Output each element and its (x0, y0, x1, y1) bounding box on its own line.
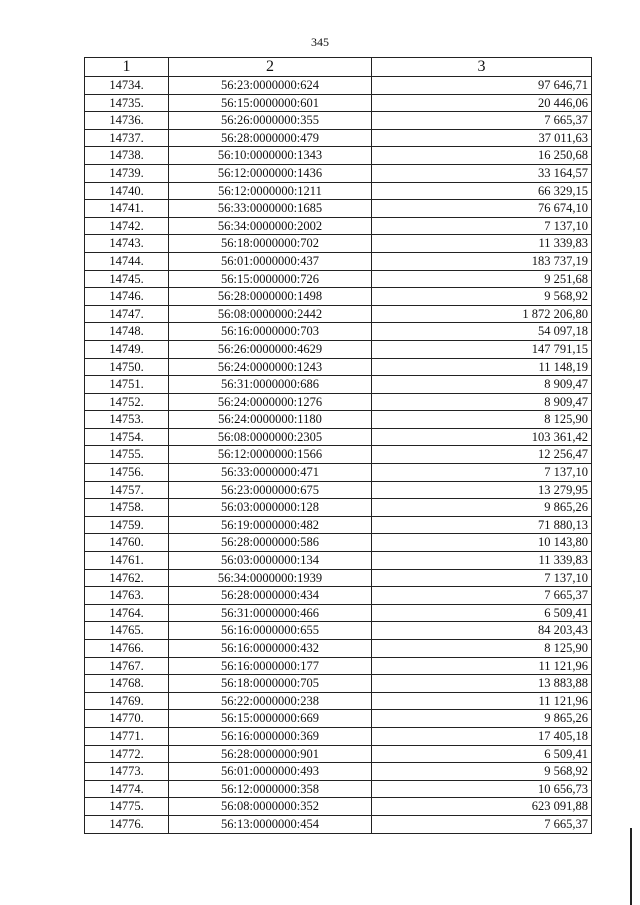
row-number-cell: 14737. (85, 129, 169, 147)
value-cell: 17 405,18 (372, 727, 592, 745)
value-cell: 8 125,90 (372, 640, 592, 658)
row-number-cell: 14774. (85, 780, 169, 798)
value-cell: 20 446,06 (372, 94, 592, 112)
value-cell: 76 674,10 (372, 200, 592, 218)
cadastral-number-cell: 56:15:0000000:601 (169, 94, 372, 112)
value-cell: 9 251,68 (372, 270, 592, 288)
row-number-cell: 14768. (85, 675, 169, 693)
cadastral-number-cell: 56:10:0000000:1343 (169, 147, 372, 165)
table-body (85, 77, 592, 834)
cadastral-number-cell: 56:24:0000000:1243 (169, 358, 372, 376)
cadastral-number-cell: 56:03:0000000:128 (169, 499, 372, 517)
value-cell: 9 865,26 (372, 499, 592, 517)
table-row (85, 464, 592, 482)
row-number-cell: 14757. (85, 481, 169, 499)
cadastral-number-cell: 56:31:0000000:686 (169, 376, 372, 394)
cadastral-number-cell: 56:28:0000000:479 (169, 129, 372, 147)
table-row (85, 657, 592, 675)
row-number-cell: 14741. (85, 200, 169, 218)
table-row (85, 446, 592, 464)
cadastral-number-cell: 56:15:0000000:669 (169, 710, 372, 728)
row-number-cell: 14738. (85, 147, 169, 165)
value-cell: 11 121,96 (372, 692, 592, 710)
value-cell: 9 865,26 (372, 710, 592, 728)
value-cell: 84 203,43 (372, 622, 592, 640)
row-number-cell: 14736. (85, 112, 169, 130)
table-row (85, 77, 592, 95)
cadastral-number-cell: 56:33:0000000:1685 (169, 200, 372, 218)
value-cell: 7 137,10 (372, 569, 592, 587)
value-cell: 6 509,41 (372, 745, 592, 763)
value-cell: 13 883,88 (372, 675, 592, 693)
table-row (85, 499, 592, 517)
table-row (85, 552, 592, 570)
value-cell: 11 339,83 (372, 235, 592, 253)
cadastral-number-cell: 56:16:0000000:432 (169, 640, 372, 658)
value-cell: 8 909,47 (372, 393, 592, 411)
table-row (85, 94, 592, 112)
cadastral-number-cell: 56:26:0000000:355 (169, 112, 372, 130)
value-cell: 16 250,68 (372, 147, 592, 165)
cadastral-number-cell: 56:01:0000000:437 (169, 252, 372, 270)
value-cell: 10 656,73 (372, 780, 592, 798)
table-row (85, 112, 592, 130)
table-row (85, 147, 592, 165)
row-number-cell: 14742. (85, 217, 169, 235)
value-cell: 71 880,13 (372, 516, 592, 534)
cadastral-number-cell: 56:34:0000000:2002 (169, 217, 372, 235)
value-cell: 7 137,10 (372, 464, 592, 482)
cadastral-number-cell: 56:28:0000000:434 (169, 587, 372, 605)
value-cell: 97 646,71 (372, 77, 592, 95)
value-cell: 9 568,92 (372, 763, 592, 781)
table-row (85, 200, 592, 218)
cadastral-number-cell: 56:31:0000000:466 (169, 604, 372, 622)
cadastral-number-cell: 56:18:0000000:705 (169, 675, 372, 693)
table-row (85, 393, 592, 411)
table-row (85, 815, 592, 833)
table-row (85, 164, 592, 182)
value-cell: 7 137,10 (372, 217, 592, 235)
row-number-cell: 14767. (85, 657, 169, 675)
cadastral-number-cell: 56:16:0000000:177 (169, 657, 372, 675)
value-cell: 11 121,96 (372, 657, 592, 675)
column-header-3: 3 (372, 58, 592, 77)
row-number-cell: 14752. (85, 393, 169, 411)
cadastral-number-cell: 56:28:0000000:586 (169, 534, 372, 552)
value-cell: 1 872 206,80 (372, 305, 592, 323)
cadastral-number-cell: 56:08:0000000:2442 (169, 305, 372, 323)
cadastral-number-cell: 56:34:0000000:1939 (169, 569, 372, 587)
value-cell: 8 125,90 (372, 411, 592, 429)
table-row (85, 323, 592, 341)
value-cell: 7 665,37 (372, 815, 592, 833)
table-header-row (85, 58, 592, 77)
cadastral-number-cell: 56:28:0000000:901 (169, 745, 372, 763)
row-number-cell: 14770. (85, 710, 169, 728)
data-table (84, 57, 592, 834)
value-cell: 8 909,47 (372, 376, 592, 394)
table-row (85, 182, 592, 200)
row-number-cell: 14747. (85, 305, 169, 323)
cadastral-number-cell: 56:24:0000000:1276 (169, 393, 372, 411)
cadastral-number-cell: 56:26:0000000:4629 (169, 340, 372, 358)
cadastral-number-cell: 56:03:0000000:134 (169, 552, 372, 570)
margin-rule (630, 828, 632, 905)
table-row (85, 428, 592, 446)
row-number-cell: 14762. (85, 569, 169, 587)
cadastral-number-cell: 56:33:0000000:471 (169, 464, 372, 482)
table-row (85, 340, 592, 358)
cadastral-number-cell: 56:16:0000000:655 (169, 622, 372, 640)
cadastral-number-cell: 56:18:0000000:702 (169, 235, 372, 253)
table-row (85, 763, 592, 781)
table-row (85, 252, 592, 270)
row-number-cell: 14766. (85, 640, 169, 658)
value-cell: 623 091,88 (372, 798, 592, 816)
table-row (85, 129, 592, 147)
value-cell: 13 279,95 (372, 481, 592, 499)
cadastral-number-cell: 56:12:0000000:358 (169, 780, 372, 798)
cadastral-number-cell: 56:16:0000000:369 (169, 727, 372, 745)
cadastral-number-cell: 56:16:0000000:703 (169, 323, 372, 341)
cadastral-number-cell: 56:12:0000000:1436 (169, 164, 372, 182)
table-row (85, 305, 592, 323)
row-number-cell: 14776. (85, 815, 169, 833)
table-row (85, 745, 592, 763)
table-row (85, 270, 592, 288)
row-number-cell: 14756. (85, 464, 169, 482)
table-row (85, 235, 592, 253)
value-cell: 7 665,37 (372, 587, 592, 605)
value-cell: 37 011,63 (372, 129, 592, 147)
row-number-cell: 14739. (85, 164, 169, 182)
value-cell: 147 791,15 (372, 340, 592, 358)
table-row (85, 710, 592, 728)
table-row (85, 692, 592, 710)
value-cell: 11 339,83 (372, 552, 592, 570)
cadastral-number-cell: 56:13:0000000:454 (169, 815, 372, 833)
value-cell: 7 665,37 (372, 112, 592, 130)
cadastral-number-cell: 56:24:0000000:1180 (169, 411, 372, 429)
value-cell: 33 164,57 (372, 164, 592, 182)
table-row (85, 640, 592, 658)
row-number-cell: 14769. (85, 692, 169, 710)
value-cell: 6 509,41 (372, 604, 592, 622)
row-number-cell: 14772. (85, 745, 169, 763)
cadastral-number-cell: 56:08:0000000:2305 (169, 428, 372, 446)
row-number-cell: 14775. (85, 798, 169, 816)
cadastral-number-cell: 56:08:0000000:352 (169, 798, 372, 816)
cadastral-number-cell: 56:01:0000000:493 (169, 763, 372, 781)
row-number-cell: 14751. (85, 376, 169, 394)
table-row (85, 727, 592, 745)
value-cell: 11 148,19 (372, 358, 592, 376)
value-cell: 103 361,42 (372, 428, 592, 446)
row-number-cell: 14749. (85, 340, 169, 358)
value-cell: 183 737,19 (372, 252, 592, 270)
table-row (85, 516, 592, 534)
cadastral-number-cell: 56:28:0000000:1498 (169, 288, 372, 306)
row-number-cell: 14744. (85, 252, 169, 270)
cadastral-number-cell: 56:22:0000000:238 (169, 692, 372, 710)
cadastral-number-cell: 56:12:0000000:1566 (169, 446, 372, 464)
row-number-cell: 14743. (85, 235, 169, 253)
row-number-cell: 14771. (85, 727, 169, 745)
value-cell: 66 329,15 (372, 182, 592, 200)
row-number-cell: 14758. (85, 499, 169, 517)
row-number-cell: 14746. (85, 288, 169, 306)
cadastral-number-cell: 56:23:0000000:675 (169, 481, 372, 499)
row-number-cell: 14754. (85, 428, 169, 446)
row-number-cell: 14764. (85, 604, 169, 622)
table-row (85, 411, 592, 429)
table-row (85, 288, 592, 306)
table-row (85, 780, 592, 798)
row-number-cell: 14773. (85, 763, 169, 781)
row-number-cell: 14763. (85, 587, 169, 605)
table-row (85, 217, 592, 235)
cadastral-number-cell: 56:19:0000000:482 (169, 516, 372, 534)
row-number-cell: 14760. (85, 534, 169, 552)
cadastral-number-cell: 56:15:0000000:726 (169, 270, 372, 288)
table-row (85, 376, 592, 394)
row-number-cell: 14750. (85, 358, 169, 376)
value-cell: 54 097,18 (372, 323, 592, 341)
table-row (85, 534, 592, 552)
row-number-cell: 14755. (85, 446, 169, 464)
row-number-cell: 14740. (85, 182, 169, 200)
cadastral-number-cell: 56:12:0000000:1211 (169, 182, 372, 200)
row-number-cell: 14735. (85, 94, 169, 112)
row-number-cell: 14753. (85, 411, 169, 429)
column-header-1: 1 (85, 58, 169, 77)
row-number-cell: 14759. (85, 516, 169, 534)
table-row (85, 569, 592, 587)
row-number-cell: 14748. (85, 323, 169, 341)
table-row (85, 358, 592, 376)
row-number-cell: 14734. (85, 77, 169, 95)
table-row (85, 481, 592, 499)
table-row (85, 604, 592, 622)
row-number-cell: 14765. (85, 622, 169, 640)
table-row (85, 587, 592, 605)
value-cell: 10 143,80 (372, 534, 592, 552)
row-number-cell: 14745. (85, 270, 169, 288)
table-row (85, 675, 592, 693)
column-header-2: 2 (169, 58, 372, 77)
value-cell: 12 256,47 (372, 446, 592, 464)
row-number-cell: 14761. (85, 552, 169, 570)
value-cell: 9 568,92 (372, 288, 592, 306)
table-row (85, 622, 592, 640)
table-row (85, 798, 592, 816)
cadastral-number-cell: 56:23:0000000:624 (169, 77, 372, 95)
page-number: 345 (311, 35, 329, 49)
